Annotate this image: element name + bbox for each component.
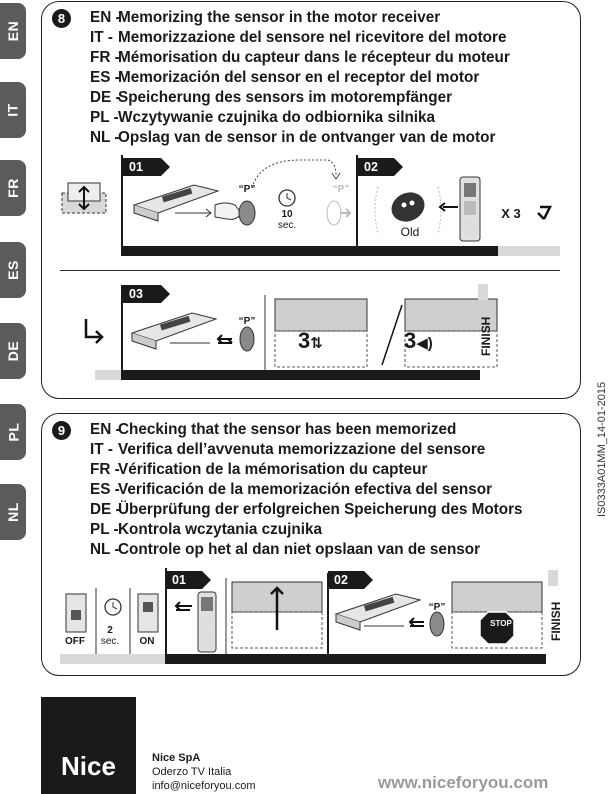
section-8-title [90,8,510,148]
tab-es[interactable] [0,242,26,298]
on-label: ON [139,636,155,647]
finish-bar-9 [548,570,558,586]
p-label: “P” [428,602,446,613]
count-up-down [298,328,323,354]
title-line-it [90,28,510,48]
title-line-nl [90,128,510,148]
title-line-de [90,88,510,108]
timer-icon [279,190,295,206]
company-name: Nice SpA [152,752,201,764]
up-down-arrows-icon: ⇅ [310,335,323,352]
step-01-label: 01 [166,571,202,589]
tab-it[interactable] [0,82,26,138]
hand-press-icon [215,201,255,225]
speaker-icon: ◀) [416,335,433,352]
count-up-down-value: 3 [298,328,311,353]
title-text: Memorizing the sensor in the motor receiver [118,9,441,26]
lang-code: NL - [90,129,120,146]
step-02-label: 02 [358,158,394,176]
wall-transmitter-icon [460,177,480,241]
old-label: Old [400,225,420,239]
repeat-label: X 3 [501,206,521,221]
tab-en[interactable] [0,3,26,59]
sensor-device-icon [134,185,218,221]
tab-it-label: IT [4,103,21,117]
title-line-es [90,480,523,500]
title-line-en [90,8,510,28]
title-line-nl [90,540,523,560]
breaker-on-icon [138,594,158,632]
document-code: IS0333A01MM_14-01-2015 [596,381,608,517]
tab-nl-label: NL [4,502,21,522]
section-8-number: 8 [52,9,71,28]
finish-bar-8 [478,284,488,300]
off-label: OFF [65,636,85,647]
timer-unit: sec. [277,220,297,231]
website-link[interactable]: www.niceforyou.com [378,773,549,792]
stop-sign-icon [480,612,514,644]
p-label-faded: “P” [332,184,350,195]
lang-code: ES - [90,481,120,498]
tab-de-label: DE [4,340,21,362]
tab-en-label: EN [4,20,21,42]
step-03-label: 03 [123,285,161,303]
footer-info [152,751,256,793]
stop-label: STOP [490,619,512,628]
title-line-pl [90,108,510,128]
section-9-title [90,420,523,560]
title-line-en [90,420,523,440]
title-text: Verifica dell’avvenuta memorizzazione del sensore [118,441,486,458]
count-beep [404,328,433,354]
title-text: Opslag van de sensor in de ontvanger van de motor [118,129,496,146]
awning-up-icon [232,582,322,648]
title-text: Vérification de la mémorisation du capteur [118,461,428,478]
finish-label-8: FINISH [479,316,493,356]
title-text: Speicherung des sensors im motorempfänger [118,89,453,106]
title-text: Checking that the sensor has been memorized [118,421,457,438]
tab-fr[interactable] [0,160,26,216]
step-02-label: 02 [328,571,364,589]
title-text: Wczytywanie czujnika do odbiornika silnika [118,109,436,126]
section-9-diagram [60,568,565,668]
awning-stop-icon [452,582,542,648]
title-line-es [90,68,510,88]
p-button-icon [240,327,254,351]
lang-code: EN - [90,9,121,26]
timer-icon [105,599,121,615]
title-text: Controle op het al dan niet opslaan van de sensor [118,541,481,558]
title-line-fr [90,48,510,68]
lang-code: ES - [90,69,120,86]
timer-value: 2 [107,625,113,636]
title-line-fr [90,460,523,480]
tab-nl[interactable] [0,484,26,540]
p-label: “P” [238,316,256,327]
title-line-pl [90,520,523,540]
lang-code: EN - [90,421,121,438]
tab-pl[interactable] [0,404,26,460]
sensor-device-icon [132,313,216,349]
step-01-label: 01 [123,158,161,176]
wall-transmitter-icon [198,592,216,652]
sensor-device-icon [336,594,420,630]
lang-code: PL - [90,521,119,538]
section-9-number: 9 [52,421,71,440]
title-text: Kontrola wczytania czujnika [118,521,323,538]
title-line-it [90,440,523,460]
tab-es-label: ES [5,260,21,280]
company-email[interactable]: info@niceforyou.com [152,780,256,792]
title-text: Überprüfung der erfolgreichen Speicherung des Motors [118,501,523,518]
title-text: Verificación de la memorización efectiva del sensor [118,481,493,498]
p-label: “P” [238,184,256,195]
section-8-divider [60,270,560,271]
title-text: Mémorisation du capteur dans le récepteur du moteur [118,49,510,66]
company-city: Oderzo TV Italia [152,766,232,778]
tab-de[interactable] [0,323,26,379]
tab-pl-label: PL [4,422,21,442]
lang-code: IT - [90,441,113,458]
lang-code: DE - [90,89,121,106]
lang-code: PL - [90,109,119,126]
lang-code: DE - [90,501,121,518]
title-line-de [90,500,523,520]
count-beep-value: 3 [404,328,417,353]
title-text: Memorización del sensor en el receptor del motor [118,69,480,86]
lang-code: NL - [90,541,120,558]
lang-code: FR - [90,461,120,478]
awning-icon [62,183,106,213]
nice-logo: Nice [41,697,136,794]
lang-code: IT - [90,29,113,46]
finish-label-9: FINISH [549,601,563,641]
lang-code: FR - [90,49,120,66]
breaker-off-icon [66,594,86,632]
faded-button-icon [327,201,350,225]
timer-value: 10 [281,209,293,220]
timer-unit: sec. [100,636,120,647]
p-button-icon [430,612,444,636]
title-text: Memorizzazione del sensore nel ricevitore del motore [118,29,507,46]
tab-fr-label: FR [4,178,21,198]
